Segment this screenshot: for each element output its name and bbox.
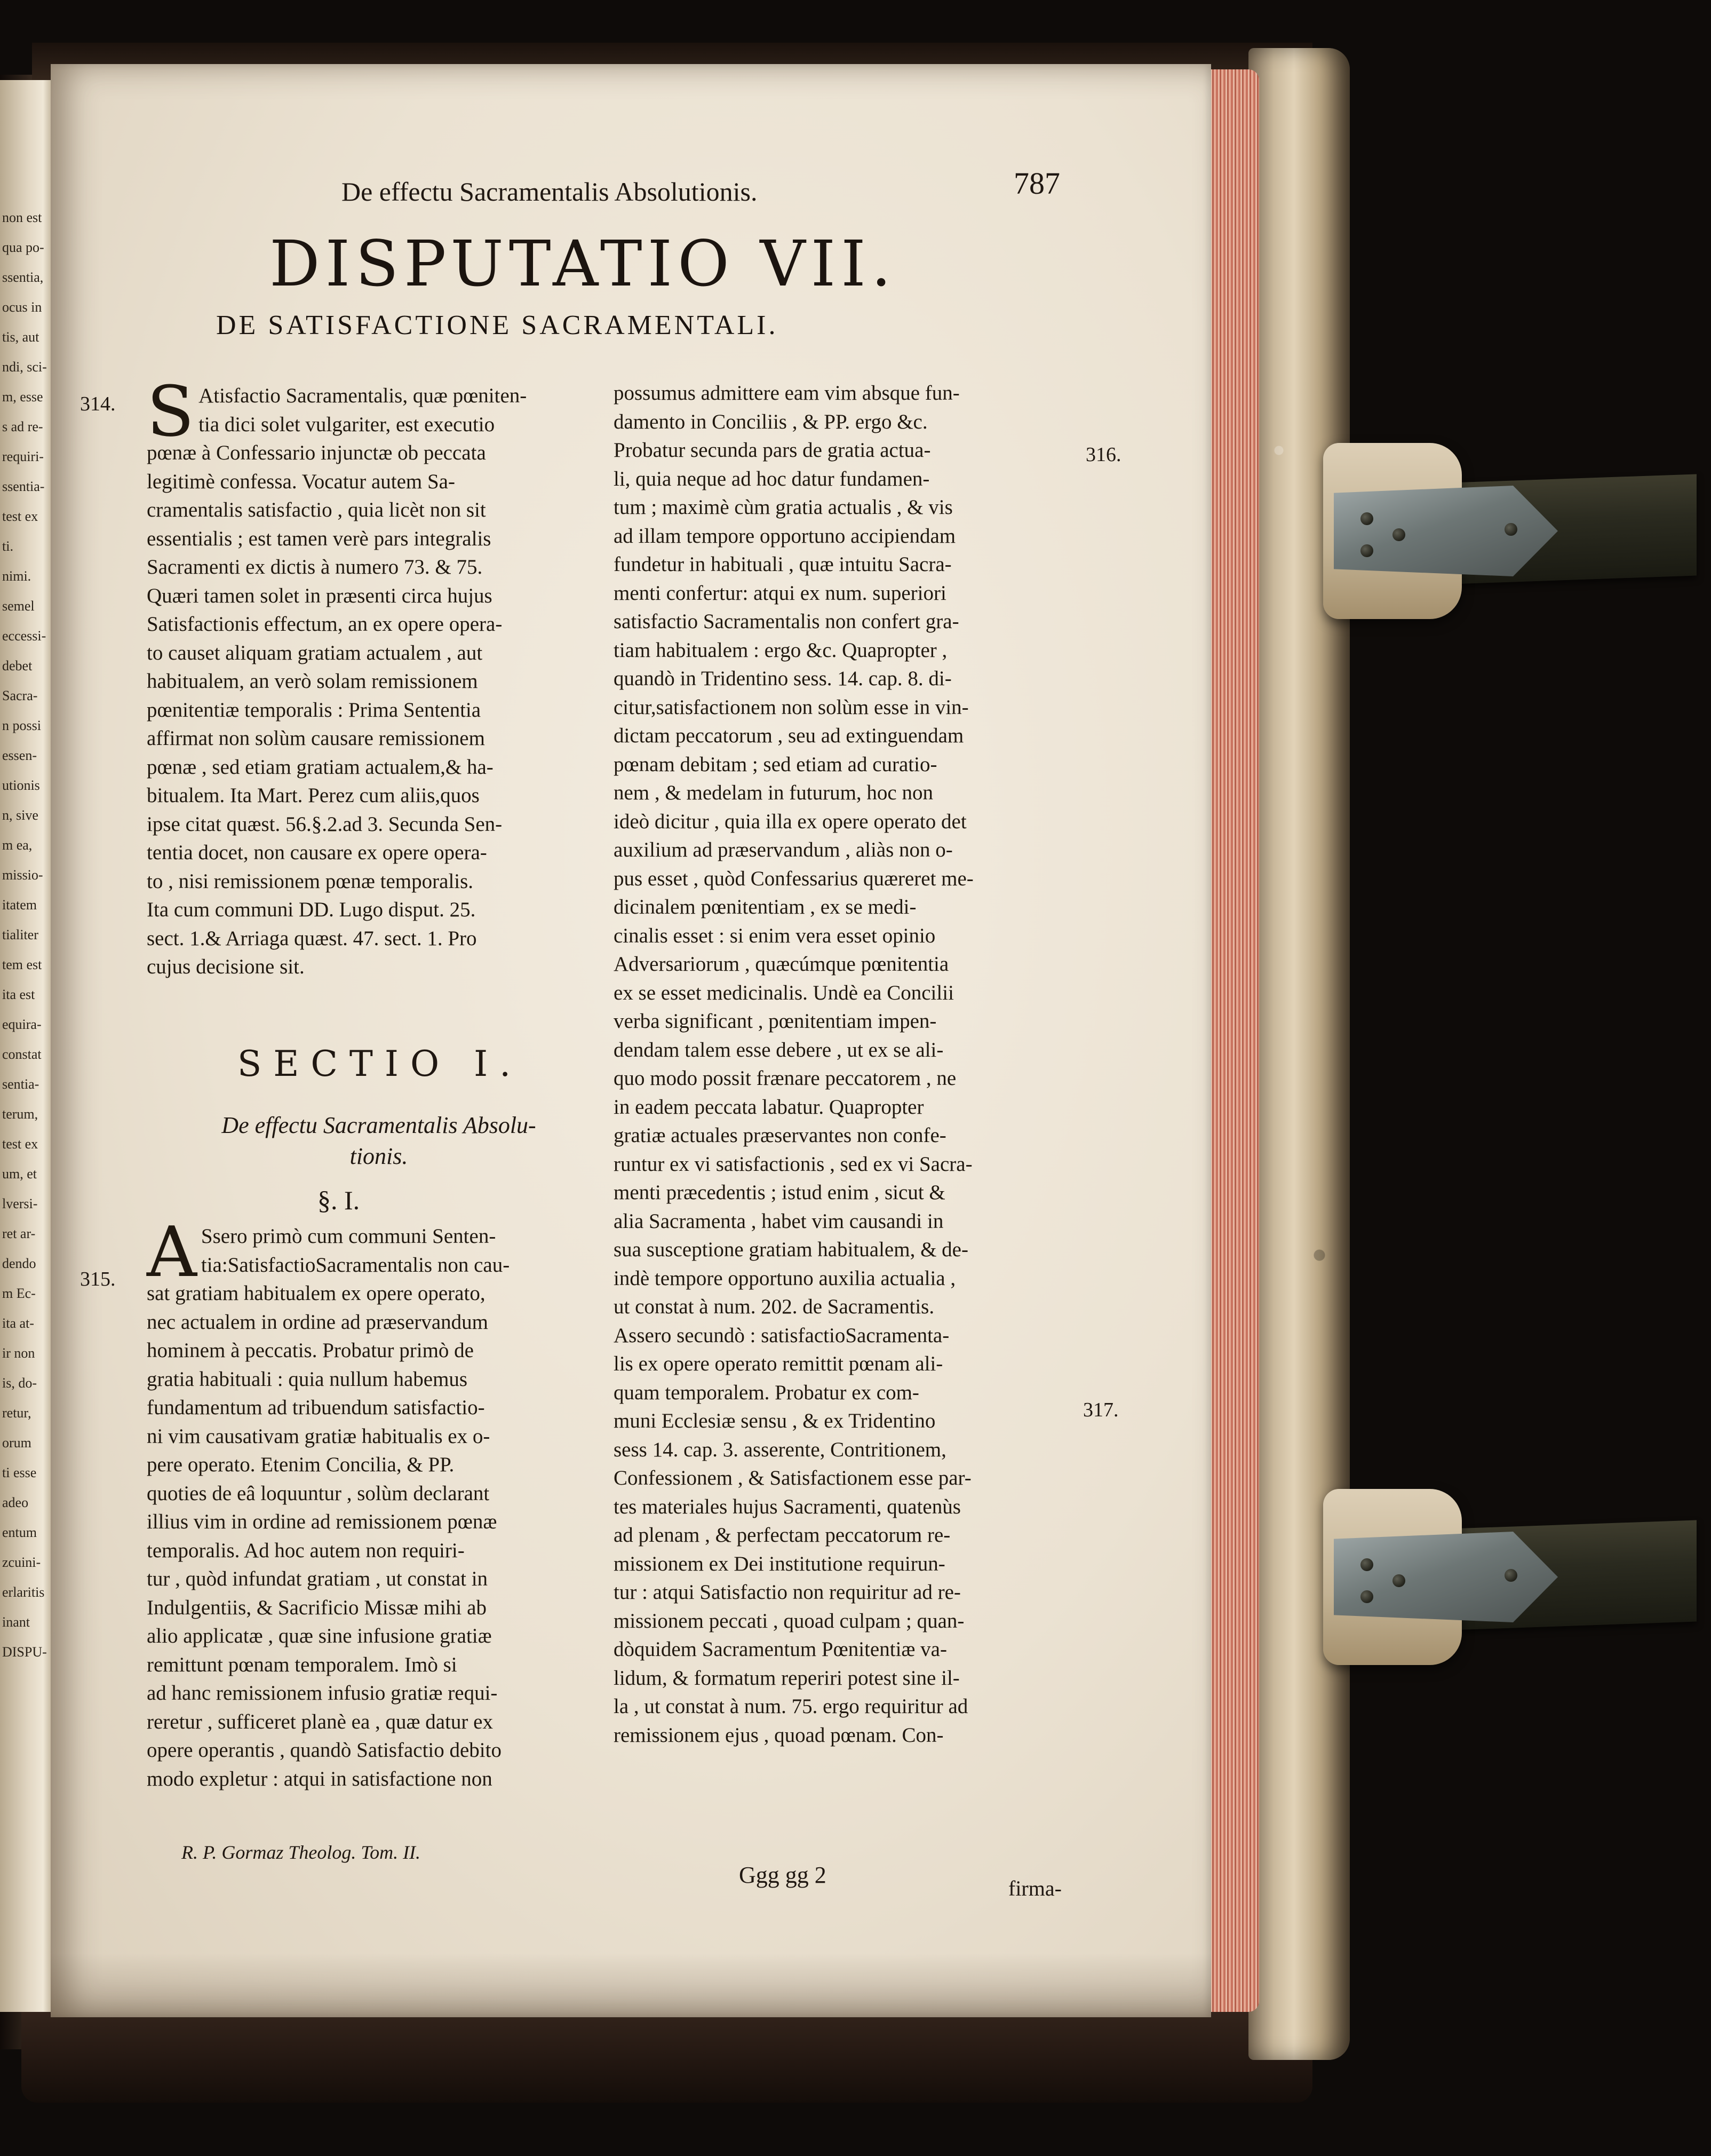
text-line: muni Ecclesiæ sensu , & ex Tridentino: [614, 1409, 936, 1432]
text-line: ad hanc remissionem infusio gratiæ requi-: [147, 1682, 498, 1705]
fragment-line: sentia-: [2, 1076, 39, 1092]
fragment-line: tialiter: [2, 927, 38, 942]
text-line: menti confertur: atqui ex num. superiori: [614, 581, 946, 605]
text-line: hominem à peccatis. Probatur primò de: [147, 1339, 474, 1362]
fragment-line: m ea,: [2, 837, 33, 853]
text-line: pœnæ , sed etiam gratiam actualem,& ha-: [147, 755, 494, 779]
margin-number: 317.: [1083, 1399, 1119, 1421]
rivet-icon: [1392, 528, 1405, 541]
text-line: ut constat à num. 202. de Sacramentis.: [614, 1295, 935, 1318]
fragment-line: tis, aut: [2, 329, 39, 345]
text-line: Satisfactionis effectum, an ex opere opera-: [147, 613, 503, 636]
fragment-line: entum: [2, 1525, 37, 1540]
previous-page-edge: [0, 80, 51, 2012]
clasp-plate: [1334, 486, 1558, 576]
text-line: modo expletur : atqui in satisfactione non: [147, 1767, 492, 1790]
page-shadow: [51, 1953, 1211, 2017]
margin-number: 315.: [80, 1268, 116, 1290]
page-number: 787: [1014, 166, 1060, 201]
text-line: cramentalis satisfactio , quia licèt non sit: [147, 498, 486, 521]
text-line: remittunt pœnam temporalem. Imò si: [147, 1653, 457, 1676]
text-line: quoties de eâ loquuntur , solùm declarant: [147, 1481, 490, 1505]
rivet-icon: [1360, 512, 1373, 525]
paragraph-mark: §. I.: [317, 1185, 360, 1215]
text-line: dictam peccatorum , seu ad extinguendam: [614, 724, 964, 747]
left-column-lines-2: [147, 1211, 606, 1793]
text-line: nec actualem in ordine ad præservandum: [147, 1310, 489, 1334]
rivet-icon: [1360, 1558, 1373, 1571]
fragment-line: essen-: [2, 748, 37, 763]
drop-cap: S: [147, 371, 195, 452]
text-line: alio applicatæ , quæ sine infusione gratiæ: [147, 1624, 492, 1647]
fragment-line: requiri-: [2, 449, 44, 464]
text-line: Confessionem , & Satisfactionem esse par-: [614, 1467, 972, 1489]
text-line: menti præcedentis ; istud enim , sicut &: [614, 1181, 945, 1204]
text-line: tur , quòd infundat gratiam , ut constat in: [147, 1567, 488, 1590]
fragment-line: ret ar-: [2, 1226, 36, 1241]
text-line: gratiæ actuales præservantes non confe-: [614, 1124, 946, 1147]
text-line: fundamentum ad tribuendum satisfactio-: [147, 1396, 485, 1419]
text-line: legitimè confessa. Vocatur autem Sa-: [147, 470, 455, 493]
fragment-line: Sacra-: [2, 688, 38, 703]
text-line: runtur ex vi satisfactionis , sed ex vi Sacra-: [614, 1152, 973, 1176]
text-line: pœnæ à Confessario injunctæ ob peccata: [147, 441, 486, 464]
text-line: Adversariorum , quæcúmque pœnitentia: [614, 953, 949, 976]
running-head: De effectu Sacramentalis Absolutionis.: [341, 177, 758, 207]
text-line: verba significant , pœnitentiam impen-: [614, 1010, 937, 1033]
fragment-line: tem est: [2, 957, 42, 972]
text-line: citur,satisfactionem non solùm esse in vin-: [614, 695, 969, 719]
fragment-line: orum: [2, 1435, 31, 1450]
text-line: habitualem, an verò solam remissionem: [147, 670, 478, 693]
text-line: satisfactio Sacramentalis non confert gra-: [614, 610, 959, 633]
fragment-line: lversi-: [2, 1196, 38, 1211]
text-line: la , ut constat à num. 75. ergo requiritur ad: [614, 1695, 968, 1718]
fragment-line: utionis: [2, 778, 40, 793]
fragment-line: ssentia-: [2, 479, 45, 494]
fragment-line: n possi: [2, 718, 41, 733]
text-line: possumus admittere eam vim absque fun-: [614, 382, 960, 405]
fragment-line: ti esse: [2, 1465, 37, 1480]
fragment-line: debet: [2, 658, 33, 673]
text-line: nem , & medelam in futurum, hoc non: [614, 781, 933, 804]
rivet-icon: [1505, 523, 1517, 536]
text-line: tur : atqui Satisfactio non requiritur ad re-: [614, 1581, 961, 1604]
text-line: ni vim causativam gratiæ habitualis ex o-: [147, 1424, 490, 1448]
text-line: sua susceptione gratiam habitualem, & de-: [614, 1238, 968, 1261]
text-line: Indulgentiis, & Sacrificio Missæ mihi ab: [147, 1596, 487, 1619]
fragment-line: test ex: [2, 1136, 38, 1152]
text-line: dendam talem esse debere , ut ex se ali-: [614, 1038, 944, 1061]
fragment-line: ndi, sci-: [2, 359, 47, 375]
fragment-line: s ad re-: [2, 419, 43, 434]
text-line: essentialis ; est tamen verè pars integralis: [147, 527, 491, 550]
clasp-upper: [1323, 443, 1697, 619]
text-line: opere operantis , quandò Satisfactio debito: [147, 1739, 502, 1762]
text-line: reretur , sufficeret planè ea , quæ datur ex: [147, 1710, 493, 1733]
section-subtitle-line: De effectu Sacramentalis Absolu-: [221, 1112, 536, 1138]
fragment-line: eccessi-: [2, 628, 46, 644]
margin-number: 316.: [1086, 443, 1121, 466]
fragment-line: terum,: [2, 1106, 38, 1122]
margin-number: 314.: [80, 393, 116, 415]
text-line: remissionem ejus , quoad pœnam. Con-: [614, 1723, 944, 1747]
catchword: firma-: [1008, 1876, 1062, 1900]
fragment-line: ita at-: [2, 1315, 34, 1331]
text-line: auxilium ad præservandum , aliàs non o-: [614, 838, 953, 861]
text-line: ex se esset medicinalis. Undè ea Concilii: [614, 981, 954, 1004]
text-line: tia:SatisfactioSacramentalis non cau-: [201, 1253, 510, 1277]
fragment-line: equira-: [2, 1017, 42, 1032]
text-line: tum ; maximè cùm gratia actualis , & vis: [614, 496, 953, 519]
book-cover-right: [1248, 48, 1350, 2060]
text-line: missionem peccati , quoad culpam ; quan-: [614, 1609, 965, 1632]
fragment-line: adeo: [2, 1495, 29, 1510]
text-line: quo modo possit frænare peccatorem , ne: [614, 1067, 957, 1090]
section-subtitle-line: tionis.: [349, 1143, 408, 1169]
signature-mark: Ggg gg 2: [739, 1862, 826, 1888]
text-line: li, quia neque ad hoc datur fundamen-: [614, 467, 930, 490]
left-column-lines: [147, 371, 606, 981]
text-line: lidum, & formatum reperiri potest sine il-: [614, 1666, 960, 1690]
fragment-line: qua po-: [2, 240, 44, 255]
clasp-lower: [1323, 1489, 1697, 1665]
text-line: temporalis. Ad hoc autem non requiri-: [147, 1539, 465, 1562]
text-line: pus esset , quòd Confessarius quæreret me-: [614, 867, 974, 890]
text-line: Atisfactio Sacramentalis, quæ pœniten-: [198, 384, 527, 407]
fragment-line: ti.: [2, 538, 13, 554]
text-line: lis ex opere operato remittit pœnam ali-: [614, 1352, 943, 1375]
text-line: sect. 1.& Arriaga quæst. 47. sect. 1. Pro: [147, 926, 477, 950]
text-line: ipse citat quæst. 56.§.2.ad 3. Secunda Sen-: [147, 812, 503, 836]
text-line: in eadem peccata labatur. Quapropter: [614, 1095, 924, 1119]
left-column-text-2: [147, 1211, 606, 1793]
fragment-line: ita est: [2, 987, 35, 1002]
text-line: damento in Conciliis , & PP. ergo &c.: [614, 410, 928, 433]
text-line: dòquidem Sacramentum Pœnitentiæ va-: [614, 1638, 947, 1661]
fragment-line: ir non: [2, 1345, 35, 1361]
text-line: pœnam debitam ; sed etiam ad curatio-: [614, 752, 937, 776]
fragment-line: itatem: [2, 897, 37, 913]
drop-cap: A: [147, 1211, 197, 1293]
fragment-line: is, do-: [2, 1375, 37, 1391]
text-line: alia Sacramenta , habet vim causandi in: [614, 1209, 944, 1233]
text-line: gratia habituali : quia nullum habemus: [147, 1367, 468, 1391]
fragment-line: m, esse: [2, 389, 43, 405]
fragment-line: non est: [2, 210, 42, 225]
text-line: tentia docet, non causare ex opere opera-: [147, 841, 487, 864]
right-column-text: [614, 379, 1078, 1749]
text-line: Ssero primò cum communi Senten-: [201, 1225, 496, 1248]
text-line: indè tempore opportuno auxilia actualia ,: [614, 1266, 956, 1290]
rivet-icon: [1360, 544, 1373, 557]
rivet-icon: [1360, 1590, 1373, 1603]
fragment-line: nimi.: [2, 568, 31, 584]
fragment-line: erlaritis: [2, 1584, 45, 1600]
footer-signature: R. P. Gormaz Theolog. Tom. II.: [181, 1842, 421, 1863]
fragment-line: n, sive: [2, 807, 38, 823]
fragment-line: semel: [2, 598, 35, 614]
text-line: affirmat non solùm causare remissionem: [147, 727, 485, 750]
text-line: tia dici solet vulgariter, est executio: [198, 413, 495, 436]
fragment-line: dendo: [2, 1256, 36, 1271]
page-edges: [1208, 69, 1259, 2012]
text-line: Ita cum communi DD. Lugo disput. 25.: [147, 898, 476, 921]
clasp-plate: [1334, 1532, 1558, 1622]
text-line: quandò in Tridentino sess. 14. cap. 8. di-: [614, 667, 952, 690]
disputation-title: DISPUTATIO VII.: [269, 227, 897, 300]
text-line: fundetur in habituali , quæ intuitu Sacra-: [614, 553, 952, 576]
text-line: sess 14. cap. 3. asserente, Contritionem,: [614, 1438, 946, 1461]
fragment-line: retur,: [2, 1405, 31, 1421]
text-line: sat gratiam habitualem ex opere operato,: [147, 1282, 486, 1305]
text-line: pœnitentiæ temporalis : Prima Sententia: [147, 698, 481, 722]
previous-page-fragments: [0, 80, 51, 1667]
text-line: to causet aliquam gratiam actualem , aut: [147, 641, 483, 664]
rivet-icon: [1392, 1574, 1405, 1587]
fragment-line: zcuini-: [2, 1555, 41, 1570]
text-line: Assero secundò : satisfactioSacramenta-: [614, 1323, 950, 1347]
text-line: dicinalem pœnitentiam , ex se medi-: [614, 895, 917, 918]
text-line: Sacramenti ex dictis à numero 73. & 75.: [147, 556, 483, 578]
right-column-lines: [614, 379, 1078, 1749]
section-heading: SECTIO I.: [237, 1043, 523, 1084]
text-line: to , nisi remissionem pœnæ temporalis.: [147, 869, 474, 893]
fragment-line: um, et: [2, 1166, 37, 1182]
rivet-icon: [1505, 1569, 1517, 1582]
text-line: Probatur secunda pars de gratia actua-: [614, 439, 931, 462]
text-line: ad plenam , & perfectam peccatorum re-: [614, 1524, 951, 1547]
text-line: bitualem. Ita Mart. Perez cum aliis,quos: [147, 784, 480, 807]
fragment-line: m Ec-: [2, 1286, 36, 1301]
text-line: quam temporalem. Probatur ex com-: [614, 1381, 919, 1404]
fragment-line: constat: [2, 1047, 42, 1062]
text-line: illius vim in ordine ad remissionem pœnæ: [147, 1510, 497, 1533]
text-line: pere operato. Etenim Concilia, & PP.: [147, 1453, 455, 1476]
fragment-line: missio-: [2, 867, 43, 883]
text-line: tes materiales hujus Sacramenti, quatenùs: [614, 1495, 961, 1518]
left-column-text: [147, 371, 606, 981]
fragment-line: ssentia,: [2, 270, 44, 285]
text-line: missionem ex Dei institutione requirun-: [614, 1552, 945, 1575]
disputation-subtitle: DE SATISFACTIONE SACRAMENTALI.: [216, 310, 778, 340]
fragment-line: inant: [2, 1614, 30, 1630]
text-line: tiam habitualem : ergo &c. Quapropter ,: [614, 638, 948, 662]
fragment-line: ocus in: [2, 299, 42, 315]
fragment-line: DISPU-: [2, 1644, 47, 1660]
section-subtitle: [176, 1110, 582, 1172]
text-line: cujus decisione sit.: [147, 955, 305, 978]
text-line: cinalis esset : si enim vera esset opinio: [614, 924, 936, 947]
text-line: Quæri tamen solet in præsenti circa hujus: [147, 584, 492, 607]
fragment-line: test ex: [2, 509, 38, 524]
text-line: ad illam tempore opportuno accipiendam: [614, 524, 956, 548]
text-line: ideò dicitur , quia illa ex opere operato det: [614, 810, 967, 833]
